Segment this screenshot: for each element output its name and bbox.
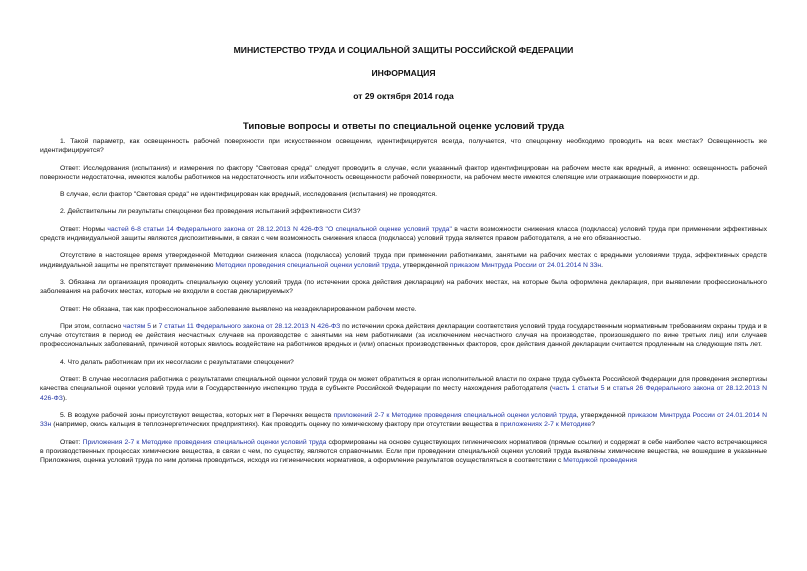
question-5-text: ? <box>591 421 595 429</box>
document-body <box>40 137 767 468</box>
document-type-heading: ИНФОРМАЦИЯ <box>371 68 436 78</box>
answer-3-text: При этом, согласно <box>60 322 124 330</box>
question-5-text: , утвержденной <box>576 411 628 419</box>
document-date: от 29 октября 2014 года <box>353 91 454 101</box>
answer-4-text: ). <box>62 394 68 402</box>
law-426-article-14-link[interactable]: частей 6-8 статьи 14 Федерального закона от 28.12.2013 N 426-ФЗ "О специальной оценке условий труда" <box>107 225 452 233</box>
answer-3-text: по истечении срока действия декларации соответствия условий труда государственным нормативным требованиям охраны труда и в случае отсутствия в период ее действия несчастных случаев на производстве с занятыми на нем работниками (за исключением несчастного случая на производстве, произошедшего по вине третьих лиц) или случаев профессиональных заболеваний, причиной которых явилось воздействие на работников вредных и (или) опасных производственных факторов, срок действия данной декларации считается продленным на следующие пять лет. <box>40 322 767 349</box>
answer-2-text: Ответ: Нормы <box>60 225 108 233</box>
sout-methodology-link[interactable]: Методикой проведения <box>563 457 637 465</box>
answer-4-text: и <box>604 385 613 393</box>
question-3: 3. Обязана ли организация проводить специальную оценку условий труда (по истечении срока действия декларации) на рабочих местах, на которые была оформлена декларация, при выявлении профессионального заболевания на рабочих местах, которые не входили в состав декларируемых? <box>40 278 767 296</box>
question-5-text: 5. В воздухе рабочей зоны присутствуют вещества, которых нет в Перечнях веществ <box>60 411 334 419</box>
article-5-part-1-link[interactable]: часть 1 статьи 5 <box>552 385 605 393</box>
question-5 <box>40 411 767 430</box>
article-11-part-5-link[interactable]: частям 5 <box>123 322 152 330</box>
document-title: Типовые вопросы и ответы по специальной оценке условий труда <box>242 121 565 132</box>
sout-methodology-link[interactable]: Методики проведения специальной оценки условий труда <box>215 261 400 269</box>
answer-4 <box>40 375 767 403</box>
article-26-link[interactable]: статья 26 Федерального закона от 28.12.2013 N 426-ФЗ <box>40 385 767 402</box>
answer-5 <box>40 438 767 466</box>
answer-3-text: и <box>151 322 159 330</box>
answer-2-text: . <box>601 261 604 269</box>
appendices-2-7-methodology-link[interactable]: приложениях 2-7 к Методике <box>500 421 592 429</box>
question-5-text: (например, окись кальция в теплоэнергетических предприятиях). Как проводить оценку по химическому фактору при отсутствии вещества в <box>51 421 501 429</box>
order-33n-link[interactable]: приказом Минтруда России от 24.01.2014 N 33н <box>40 411 767 429</box>
ministry-heading: МИНИСТЕРСТВО ТРУДА И СОЦИАЛЬНОЙ ЗАЩИТЫ РОССИЙСКОЙ ФЕДЕРАЦИИ <box>233 45 574 55</box>
answer-5-text: сформированы на основе существующих гигиенических нормативов (прямые ссылки) и содержат в себе наиболее часто встречающиеся в производственных процессах химические вещества, в связи с чем, по существу, являются справочными. Если при проведении специальной оценки условий труда выявлены химические вещества, не вошедшие в указанные Приложения, оценка условий труда по ним должна проводиться, исходя из гигиенических нормативов, а оформление результатов осуществляться в соответствии с <box>40 438 767 465</box>
article-11-part-7-link[interactable]: 7 статьи 11 Федерального закона от 28.12.2013 N 426-ФЗ <box>158 322 341 330</box>
question-4: 4. Что делать работникам при их несогласии с результатами спецоценки? <box>60 358 294 366</box>
answer-1: Ответ: Исследования (испытания) и измерения по фактору "Световая среда" следует проводить в случае, если указанный фактор идентифицирован на рабочем месте как вредный, а именно: освещенность рабочей поверхности недостаточна, имеются жалобы работников на недостаточность или избыточность освещенности рабочей поверхности, на рабочем месте имеются слепящие или отражающие поверхности и др. <box>40 164 767 181</box>
answer-1-note: В случае, если фактор "Световая среда" не идентифицирован как вредный, исследования (испытания) не проводятся. <box>60 191 438 199</box>
answer-3-continued <box>40 322 767 350</box>
answer-2-text: Отсутствие в настоящее время утвержденной Методики снижения класса (подкласса) условий труда при применении работниками, занятыми на рабочих местах с вредными условиями труда, эффективных средств индивидуальной защиты не препятствует применению <box>40 252 767 269</box>
question-1: 1. Такой параметр, как освещенность рабочей поверхности при искусственном освещении, идентифицируется всегда, получается, что спецоценку необходимо проводить на всех местах? Освещенность же идентифицируется? <box>40 138 767 155</box>
answer-5-text: Ответ: <box>60 438 83 446</box>
question-2: 2. Действительны ли результаты спецоценки без проведения испытаний эффективности СИЗ? <box>60 208 361 216</box>
appendices-2-7-link[interactable]: приложений 2-7 к Методике проведения специальной оценки условий труда <box>333 411 577 419</box>
appendices-2-7-link[interactable]: Приложения 2-7 к Методике проведения специальной оценки условий труда <box>82 438 327 446</box>
answer-2-continued <box>40 251 767 270</box>
order-33n-link[interactable]: приказом Минтруда России от 24.01.2014 N 33н <box>449 261 602 269</box>
answer-4-text: Ответ: В случае несогласия работника с результатами специальной оценки условий труда он может обратиться в орган исполнительной власти по охране труда субъекта Российской Федерации для проведения экспертизы качества специальной оценки условий труда или в Государственную инспекцию труда в субъекте Российской Федерации по месту нахождения работодателя ( <box>40 376 767 393</box>
answer-3: Ответ: Не обязана, так как профессиональное заболевание выявлено на незадекларированном рабочем месте. <box>60 305 417 313</box>
answer-2 <box>40 225 767 244</box>
answer-2-text: , утвержденной <box>399 261 450 269</box>
answer-2-text: в части возможности снижения класса (подкласса) условий труда при применении эффективных средств индивидуальной защиты являются диспозитивными, в связи с чем возможность снижения класса (подкласса) условий труда является правом работодателя, а не его обязанностью. <box>40 225 767 243</box>
